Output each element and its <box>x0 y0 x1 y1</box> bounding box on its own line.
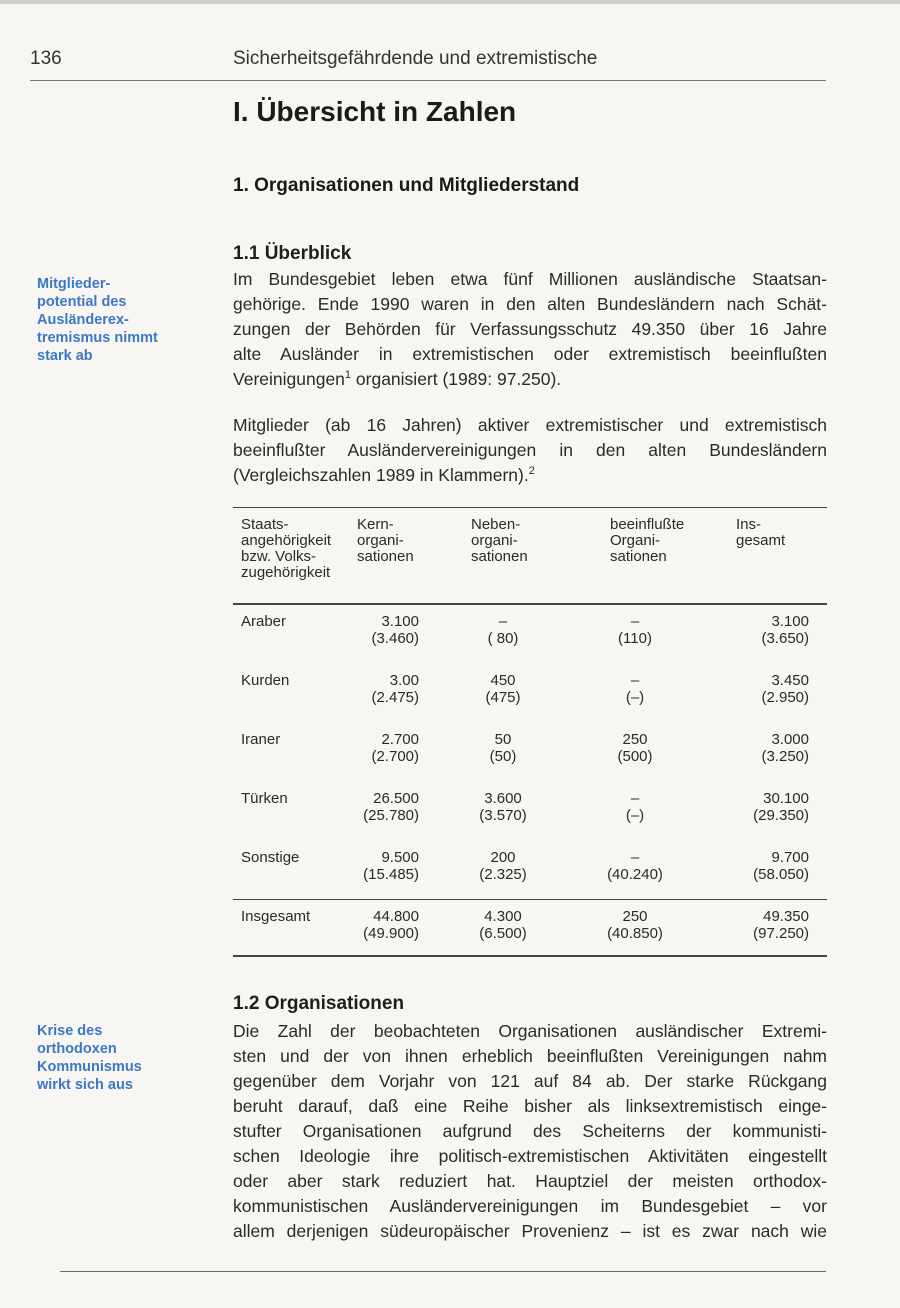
value-1989: (50) <box>489 748 517 765</box>
row-label: Türken <box>241 790 288 807</box>
value-1989: (49.900) <box>363 925 419 942</box>
value-1990: 49.350 <box>763 908 809 925</box>
footnote-ref: 1 <box>344 369 352 382</box>
value-1990: – <box>498 613 508 630</box>
value-1990: – <box>630 613 640 630</box>
value-beeinflusst <box>600 790 670 824</box>
value-1989: (15.485) <box>363 866 419 883</box>
value-kern <box>337 849 419 883</box>
value-1990: 50 <box>494 731 512 748</box>
text-line: oder aber stark reduziert hat. Hauptziel der meisten orthodox- <box>233 1171 827 1191</box>
text-line: beeinflußter Ausländervereinigungen in den alten Bundesländern <box>233 440 827 460</box>
value-1989: (–) <box>625 689 645 706</box>
value-neben <box>468 849 538 883</box>
value-beeinflusst <box>600 672 670 706</box>
value-neben <box>468 908 538 942</box>
value-1990: 250 <box>622 731 648 748</box>
value-1990: 4.300 <box>484 908 522 925</box>
value-1990: 9.700 <box>771 849 809 866</box>
text-line: Mitglieder (ab 16 Jahren) aktiver extremistischer und extremistisch <box>233 415 827 435</box>
value-1989: (110) <box>618 630 652 647</box>
header-line: Neben- <box>471 516 521 533</box>
value-neben <box>468 613 538 647</box>
paragraph-table-intro <box>233 413 827 488</box>
table-header-rule <box>233 603 827 605</box>
value-1990: 3.00 <box>389 672 419 689</box>
value-1989: (3.460) <box>371 630 419 647</box>
value-beeinflusst <box>600 908 670 942</box>
value-1989: (40.850) <box>607 925 663 942</box>
value-1989: (475) <box>485 689 521 706</box>
value-1990: 450 <box>490 672 516 689</box>
footnote-ref: 2 <box>528 465 535 478</box>
value-insgesamt <box>727 613 809 647</box>
page-number: 136 <box>30 48 62 69</box>
table-total-rule <box>233 899 827 900</box>
header-line: sationen <box>357 548 414 565</box>
table-bottom-rule <box>233 955 827 957</box>
section-subtitle: 1. Organisationen und Mitgliederstand <box>233 175 580 196</box>
text-line: gehörige. Ende 1990 waren in den alten Bundesländern nach Schät- <box>233 294 827 314</box>
value-neben <box>468 790 538 824</box>
text-line: sten und der von ihnen erheblich beeinflußten Vereinigungen nahm <box>233 1046 827 1066</box>
row-label: Sonstige <box>241 849 300 866</box>
text-line: zungen der Behörden für Verfassungsschutz 49.350 über 16 Jahre <box>233 319 827 339</box>
text-line: stufter Organisationen aufgrund des Scheiterns der kommunisti- <box>233 1121 827 1141</box>
margin-note-line: Mitglieder- <box>37 276 111 292</box>
value-1990: 250 <box>622 908 648 925</box>
value-1989: ( 80) <box>487 630 519 647</box>
value-1990: 200 <box>490 849 516 866</box>
value-insgesamt <box>727 731 809 765</box>
col-header-neben <box>471 517 528 565</box>
value-1989: (58.050) <box>753 866 809 883</box>
value-1990: – <box>630 672 640 689</box>
value-kern <box>337 790 419 824</box>
text-line: gegenüber dem Vorjahr von 121 auf 84 ab. Der starke Rückgang <box>233 1071 827 1091</box>
text-line: allem derjenigen südeuropäischer Provenienz – ist es zwar nach wie <box>233 1221 827 1241</box>
paragraph-organisationen <box>233 1019 827 1244</box>
value-1989: (25.780) <box>363 807 419 824</box>
text-line: kommunistischen Ausländervereinigungen im Bundesgebiet – vor <box>233 1196 827 1216</box>
header-line: Staats- <box>241 516 289 533</box>
value-1990: 3.100 <box>771 613 809 630</box>
table-top-rule <box>233 507 827 508</box>
row-label: Araber <box>241 613 287 630</box>
value-1989: (97.250) <box>753 925 809 942</box>
value-1989: (2.325) <box>479 866 527 883</box>
header-line: angehörigkeit <box>241 532 332 549</box>
margin-note-line: Krise des <box>37 1023 103 1039</box>
value-1990: 3.450 <box>771 672 809 689</box>
header-line: organi- <box>357 532 404 549</box>
value-1990: – <box>630 790 640 807</box>
value-1990: – <box>630 849 640 866</box>
running-title: Sicherheitsgefährdende und extremistische <box>233 48 598 69</box>
value-1990: 44.800 <box>373 908 419 925</box>
row-label: Kurden <box>241 672 290 689</box>
margin-note-line: stark ab <box>37 348 93 364</box>
value-neben <box>468 672 538 706</box>
header-line: gesamt <box>736 532 786 549</box>
value-1989: (2.700) <box>371 748 419 765</box>
value-kern <box>337 613 419 647</box>
margin-note-line: Ausländerex- <box>37 312 129 328</box>
margin-note-line: orthodoxen <box>37 1041 117 1057</box>
header-line: sationen <box>471 548 528 565</box>
value-1990: 2.700 <box>381 731 419 748</box>
header-line: Ins- <box>736 516 762 533</box>
membership-table <box>233 507 827 942</box>
row-label-total: Insgesamt <box>241 908 311 925</box>
text-fragment: organisiert (1989: 97.250). <box>355 369 562 389</box>
value-insgesamt <box>727 790 809 824</box>
header-line: zugehörigkeit <box>241 564 331 581</box>
header-line: organi- <box>471 532 518 549</box>
page-top-edge <box>0 0 900 4</box>
page-header <box>30 48 830 74</box>
value-beeinflusst <box>600 849 670 883</box>
text-line <box>233 367 827 392</box>
text-line: schen Ideologie ihre politisch-extremistischen Aktivitäten eingestellt <box>233 1146 827 1166</box>
margin-note-line: tremismus nimmt <box>37 330 158 346</box>
col-header-kern <box>357 517 414 565</box>
text-fragment: Vereinigungen <box>233 369 345 389</box>
value-kern <box>337 908 419 942</box>
value-1989: (–) <box>625 807 645 824</box>
row-label: Iraner <box>241 731 281 748</box>
text-line <box>233 463 827 488</box>
col-header-nationality <box>241 517 331 581</box>
value-neben <box>468 731 538 765</box>
col-header-insgesamt <box>736 517 785 549</box>
header-rule <box>30 80 826 81</box>
text-line: beruht darauf, daß eine Reihe bisher als linksextremistisch einge- <box>233 1096 827 1116</box>
margin-note-kommunismus <box>37 1022 217 1094</box>
col-header-beeinflusst <box>610 517 684 565</box>
value-kern <box>337 731 419 765</box>
text-line: Im Bundesgebiet leben etwa fünf Millionen ausländische Staatsan- <box>233 269 827 289</box>
footer-rule <box>60 1271 826 1272</box>
header-line: Organi- <box>610 532 661 549</box>
text-fragment: (Vergleichszahlen 1989 in Klammern). <box>233 465 529 485</box>
value-1989: (2.475) <box>371 689 419 706</box>
value-insgesamt <box>727 672 809 706</box>
header-line: sationen <box>610 548 667 565</box>
value-1989: (6.500) <box>479 925 527 942</box>
section-title: I. Übersicht in Zahlen <box>233 96 517 127</box>
paragraph-ueberblick <box>233 267 827 392</box>
heading-ueberblick: 1.1 Überblick <box>233 243 352 264</box>
header-line: Kern- <box>357 516 394 533</box>
value-1990: 3.000 <box>771 731 809 748</box>
value-1989: (2.950) <box>761 689 809 706</box>
value-beeinflusst <box>600 613 670 647</box>
value-kern <box>337 672 419 706</box>
value-1990: 3.100 <box>381 613 419 630</box>
value-1989: (3.650) <box>761 630 809 647</box>
value-1989: (3.570) <box>479 807 527 824</box>
value-beeinflusst <box>600 731 670 765</box>
text-line: alte Ausländer in extremistischen oder extremistisch beeinflußten <box>233 344 827 364</box>
value-insgesamt <box>727 908 809 942</box>
text-line: Die Zahl der beobachteten Organisationen ausländischer Extremi- <box>233 1021 827 1041</box>
margin-note-line: potential des <box>37 294 127 310</box>
value-1989: (29.350) <box>753 807 809 824</box>
header-line: bzw. Volks- <box>241 548 317 565</box>
heading-organisationen: 1.2 Organisationen <box>233 993 405 1014</box>
value-1989: (500) <box>617 748 653 765</box>
margin-note-line: wirkt sich aus <box>37 1077 133 1093</box>
margin-note-mitgliederpotential <box>37 275 217 365</box>
value-1990: 26.500 <box>373 790 419 807</box>
value-1990: 9.500 <box>381 849 419 866</box>
value-1990: 30.100 <box>763 790 809 807</box>
value-1989: (40.240) <box>607 866 663 883</box>
margin-note-line: Kommunismus <box>37 1059 142 1075</box>
value-1990: 3.600 <box>484 790 522 807</box>
value-insgesamt <box>727 849 809 883</box>
value-1989: (3.250) <box>761 748 809 765</box>
header-line: beeinflußte <box>610 516 685 533</box>
